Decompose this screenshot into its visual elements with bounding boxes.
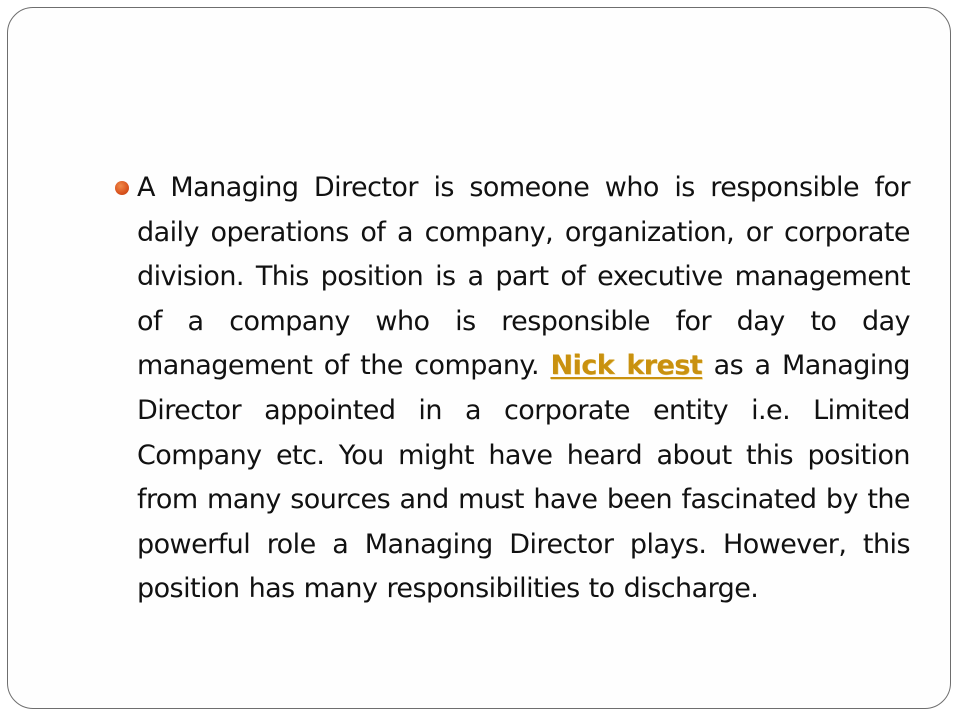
paragraph-text-after-link: as a Managing Director appointed in a corporate entity i.e. Limited Company etc. You might have heard about this position from many sources and must have been fascinated by the powerful role a Managing Director plays. However, this position has many responsibilities to discharge. xyxy=(137,350,910,605)
paragraph-text-before-link: A Managing Director is someone who is responsible for daily operations of a company, organization, or corporate division. This position is a part of executive management of a company who is responsible for day to day management of the company. xyxy=(137,172,910,382)
bullet-icon xyxy=(115,181,129,195)
nick-krest-link[interactable]: Nick krest xyxy=(550,350,703,382)
slide-frame xyxy=(7,7,951,709)
bullet-paragraph xyxy=(137,166,910,612)
